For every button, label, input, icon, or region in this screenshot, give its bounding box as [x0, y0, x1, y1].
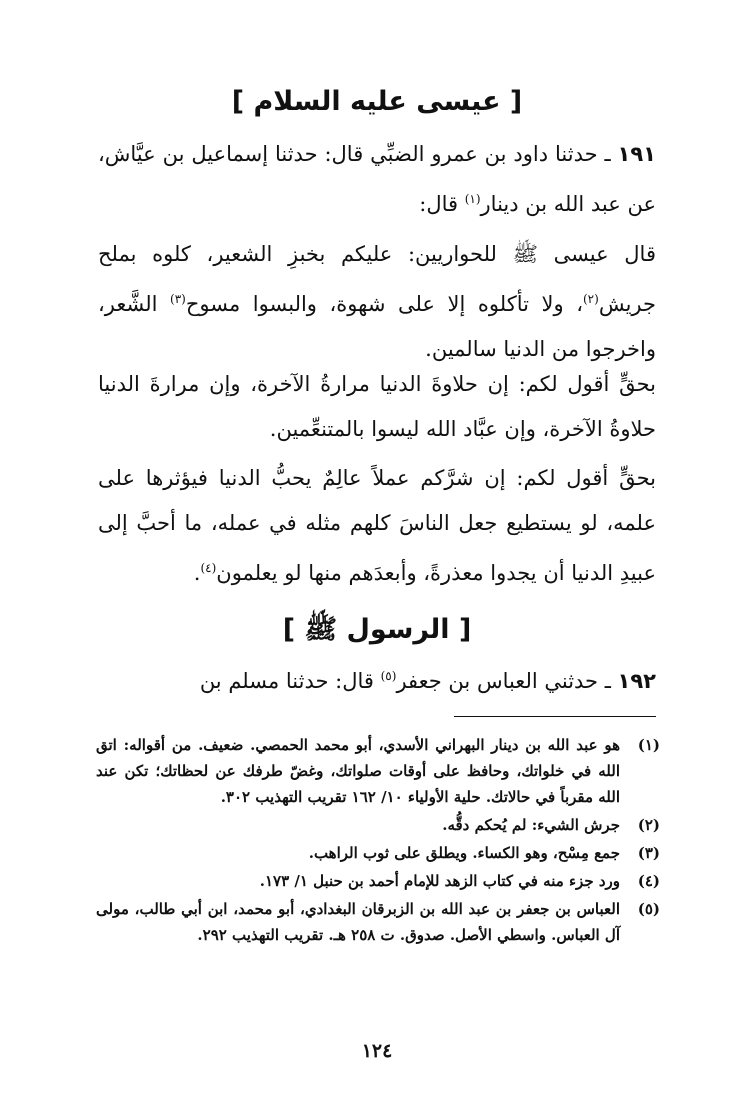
hadith-191 [98, 132, 656, 227]
hadith-text-tail: قال: حدثنا مسلم بن [199, 669, 381, 693]
section-heading-prophet: [ الرسول ﷺ ] [282, 614, 472, 645]
hadith-text: ـ حدثنا داود بن عمرو الضبِّي قال: حدثنا إسماعيل بن عيَّاش، عن عبد الله بن دينار [98, 142, 656, 216]
footnote-ref: (٢) [582, 292, 599, 306]
footnote-ref: (٥) [380, 669, 397, 683]
isa-paragraph [98, 232, 656, 372]
footnote-text: هو عبد الله بن دينار البهراني الأسدي، أبو محمد الحمصي. ضعيف. من أقواله: اتق الله في خلواتك، وحافظ على أوقات صلواتك، وغضّ طرفك عن لحظاتك؛ تكن عند الله مقرباً في حالاتك. حلية الأولياء ١٠/ ١٦٢ تقريب التهذيب ٣٠٢. [96, 736, 620, 806]
footnote-text: العباس بن جعفر بن عبد الله بن الزبرقان البغدادي، أبو محمد، ابن أبي طالب، مولى آل العباس. واسطي الأصل. صدوق. ت ٢٥٨ هـ. تقريب التهذيب ٢٩٢. [96, 900, 620, 944]
footnote [96, 812, 660, 838]
hadith-text: ـ حدثني العباس بن جعفر [396, 669, 618, 693]
hadith-number: ١٩١ [617, 142, 656, 166]
footnote [96, 840, 660, 866]
paragraph-text: قال عيسى ﷺ للحواريين: عليكم بخبزِ الشعير، كلوه بملح جريش [98, 242, 656, 316]
footnote-marker: (٤) [637, 872, 660, 890]
footnote-ref: (٣) [170, 292, 186, 306]
paragraph-text: . [193, 561, 201, 585]
footnote [96, 868, 660, 894]
hadith-number: ١٩٢ [617, 669, 656, 693]
footnote-divider [454, 716, 656, 717]
footnotes [96, 732, 660, 950]
truth-paragraph-1: بحقٍّ أقول لكم: إن حلاوةَ الدنيا مرارةُ الآخرة، وإن مرارةَ الدنيا حلاوةُ الآخرة، وإن عبَّاد الله ليسوا بالمتنعِّمين. [98, 372, 656, 441]
footnote-text: جرش الشيء: لم يُحكم دقُّه. [442, 816, 620, 834]
footnote-marker: (١) [637, 736, 660, 754]
footnote-ref: (١) [464, 192, 481, 206]
footnote-marker: (٢) [637, 816, 660, 834]
page-number: ١٢٤ [361, 1040, 393, 1062]
hadith-text-tail: قال: [419, 192, 465, 216]
footnote [96, 732, 660, 810]
footnote [96, 896, 660, 948]
truth-paragraph-2 [98, 456, 656, 596]
footnote-text: جمع مِسْح، وهو الكساء. ويطلق على ثوب الراهب. [308, 844, 620, 862]
section-heading-isa: [ عيسى عليه السلام ] [231, 86, 523, 117]
footnote-marker: (٣) [637, 844, 660, 862]
footnote-ref: (٤) [200, 561, 217, 575]
paragraph-text: ، ولا تأكلوه إلا على شهوة، والبسوا مسوح [185, 292, 583, 316]
footnote-text: ورد جزء منه في كتاب الزهد للإمام أحمد بن حنبل ١/ ١٧٣. [259, 872, 620, 890]
footnote-marker: (٥) [637, 900, 660, 918]
paragraph-text: بحقٍّ أقول لكم: إن شرَّكم عملاً عالِمٌ يحبُّ الدنيا فيؤثرها على علمه، لو يستطيع جعل الناسَ كلهم مثله في عمله، ما أحبَّ إلى عبيدِ الدنيا أن يجدوا معذرةً، وأبعدَهم منها لو يعلمون [98, 466, 656, 585]
hadith-192 [98, 654, 656, 704]
paragraph-text: الشَّعر، واخرجوا من الدنيا سالمين. [98, 292, 656, 361]
